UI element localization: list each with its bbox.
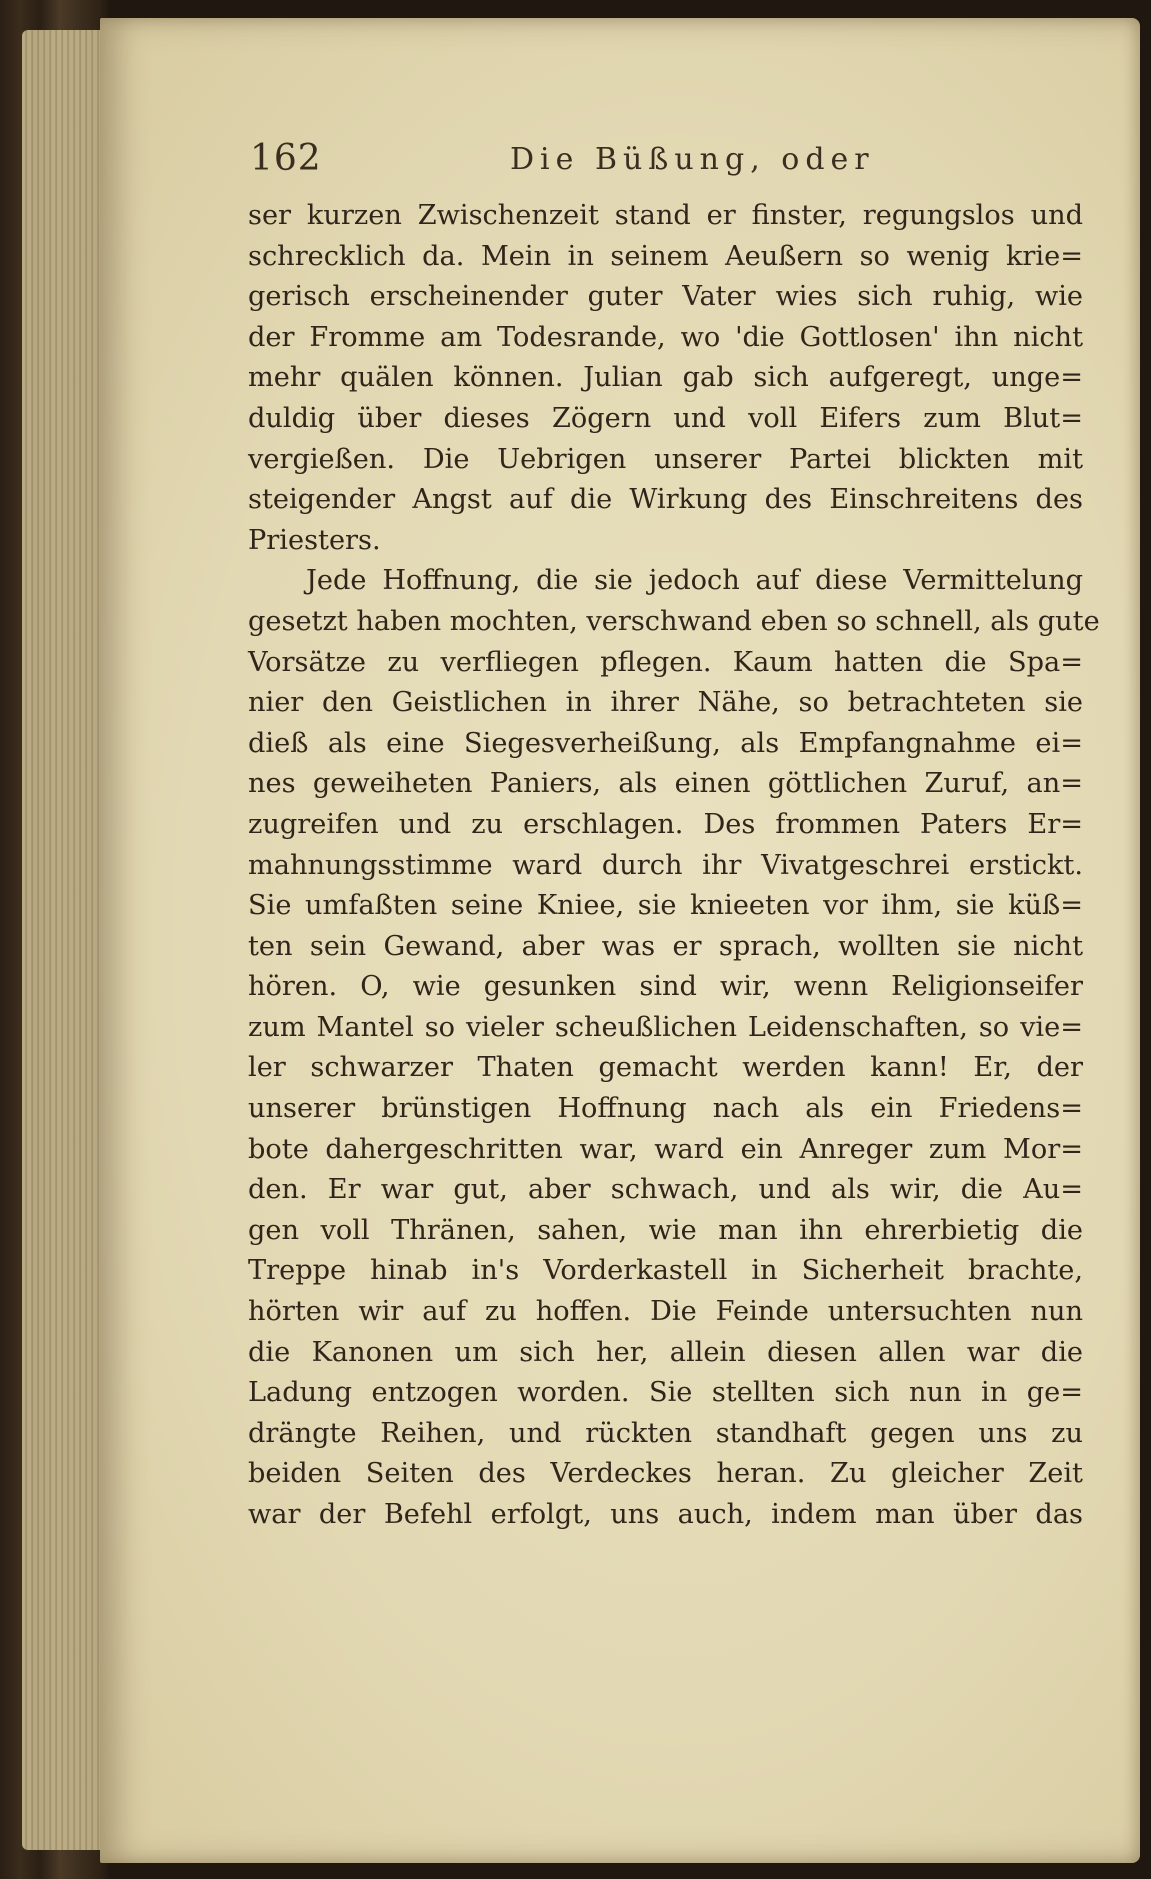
text-line: gerisch erscheinender guter Vater wies sich ruhig, wie	[248, 281, 1083, 313]
body-text	[248, 196, 1100, 1536]
text-line: unserer brünstigen Hoffnung nach als ein Friedens=	[248, 1093, 1083, 1125]
text-line: Treppe hinab in's Vorderkastell in Sicherheit brachte,	[248, 1255, 1083, 1287]
paragraph-start-line: Jede Hoffnung, die sie jedoch auf diese Vermittelung	[306, 565, 1083, 597]
text-line: hörten wir auf zu hoffen. Die Feinde untersuchten nun	[248, 1296, 1083, 1328]
text-line: ten sein Gewand, aber was er sprach, wollten sie nicht	[248, 930, 1083, 962]
text-line: mehr quälen können. Julian gab sich aufgeregt, unge=	[248, 362, 1083, 394]
text-line: beiden Seiten des Verdeckes heran. Zu gleicher Zeit	[248, 1458, 1083, 1490]
text-line: duldig über dieses Zögern und voll Eifers zum Blut=	[248, 402, 1083, 434]
text-line: gen voll Thränen, sahen, wie man ihn ehrerbietig die	[248, 1214, 1083, 1246]
running-title: Die Büßung, oder	[510, 142, 875, 177]
text-line: Ladung entzogen worden. Sie stellten sich nun in ge=	[248, 1377, 1083, 1409]
page-header	[250, 138, 1090, 188]
text-line: steigender Angst auf die Wirkung des Einschreitens des	[248, 484, 1083, 516]
text-line: Sie umfaßten seine Kniee, sie knieeten vor ihm, sie küß=	[248, 890, 1083, 922]
text-line: ser kurzen Zwischenzeit stand er finster, regungslos und	[248, 200, 1083, 231]
text-line: mahnungsstimme ward durch ihr Vivatgeschrei erstickt.	[248, 849, 1083, 881]
page-number: 162	[250, 138, 322, 179]
text-line: zum Mantel so vieler scheußlichen Leidenschaften, so vie=	[248, 1011, 1083, 1043]
text-line: die Kanonen um sich her, allein diesen allen war die	[248, 1336, 1083, 1368]
text-line: Priesters.	[248, 524, 381, 556]
text-line: zugreifen und zu erschlagen. Des frommen Paters Er=	[248, 808, 1083, 840]
text-line: nier den Geistlichen in ihrer Nähe, so betrachteten sie	[248, 687, 1083, 719]
text-line: dieß als eine Siegesverheißung, als Empfangnahme ei=	[248, 727, 1083, 759]
text-line: ler schwarzer Thaten gemacht werden kann! Er, der	[248, 1052, 1083, 1084]
text-line: drängte Reihen, und rückten standhaft gegen uns zu	[248, 1417, 1083, 1449]
text-line: hören. O, wie gesunken sind wir, wenn Religionseifer	[248, 971, 1083, 1003]
text-line: bote dahergeschritten war, ward ein Anreger zum Mor=	[248, 1133, 1083, 1165]
text-line: den. Er war gut, aber schwach, und als wir, die Au=	[248, 1174, 1083, 1206]
text-line: Vorsätze zu verfliegen pflegen. Kaum hatten die Spa=	[248, 646, 1083, 678]
text-line: nes geweiheten Paniers, als einen göttlichen Zuruf, an=	[248, 768, 1083, 800]
text-line: war der Befehl erfolgt, uns auch, indem man über das	[248, 1499, 1083, 1530]
text-line: gesetzt haben mochten, verschwand eben so schnell, als gute	[248, 605, 1100, 637]
text-line: vergießen. Die Uebrigen unserer Partei blickten mit	[248, 443, 1083, 475]
text-line: schrecklich da. Mein in seinem Aeußern so wenig krie=	[248, 240, 1083, 272]
text-line: der Fromme am Todesrande, wo 'die Gottlosen' ihn nicht	[248, 321, 1083, 353]
